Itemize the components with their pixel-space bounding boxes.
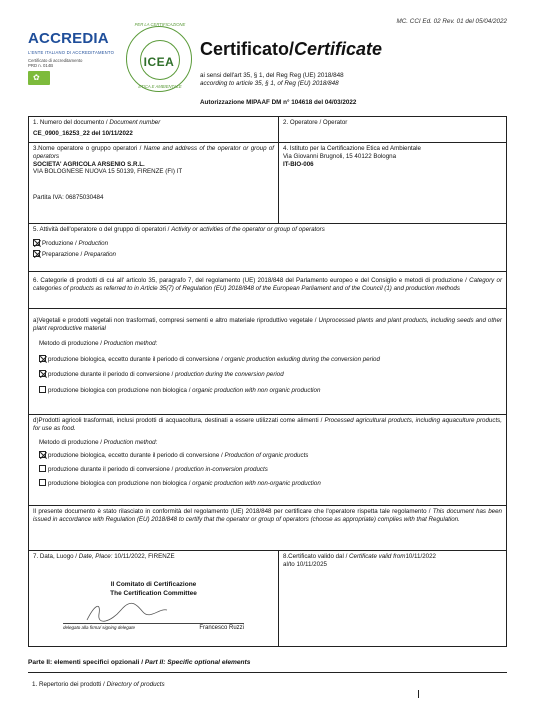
section-3: [29, 143, 279, 223]
row-category-d: [29, 415, 506, 506]
section-8-label: 8.Certificato valido dal / Certificate valid from10/11/2022: [283, 553, 436, 560]
category-d-option-3: produzione biologica con produzione non biologica / organic production with non-organic production: [39, 479, 496, 488]
page-title: Certificato/Certificate: [200, 39, 383, 59]
directory-of-products: 1. Repertorio dei prodotti / Directory of products: [32, 681, 165, 688]
operator-address: VIA BOLOGNESE NUOVA 15 50139, FIRENZE (FI) IT: [33, 168, 183, 176]
signature-line: [63, 600, 244, 624]
category-d-option-1: produzione biologica, eccetto durante il periodo di conversione / Production of organic products: [39, 451, 496, 460]
row-category-a: [29, 309, 506, 415]
icea-seal-logo: [126, 22, 192, 92]
seal-ring-top: PER LA CERTIFICAZIONE: [134, 22, 186, 27]
body-name: 4. Istituto per la Certificazione Etica ed Ambientale: [283, 145, 421, 152]
eu-organic-leaf-icon: ✿: [28, 71, 50, 85]
checkbox-empty-icon: [39, 386, 46, 393]
row-categories: [29, 272, 506, 309]
checkbox-empty-icon: [39, 479, 46, 486]
document-reference: MC. CCI Ed. 02 Rev. 01 del 05/04/2022: [396, 18, 507, 25]
row-date-validity: [29, 551, 506, 646]
row-document-operator: [29, 117, 506, 143]
signature-image: [81, 600, 171, 624]
category-d-label: d)Prodotti agricoli trasformati, inclusi prodotti di acquacoltura, destinati a essere utilizzati come alimenti / Processed agricultural products, including aquaculture products, for use as food.: [33, 417, 502, 432]
category-a-option-2: produzione durante il periodo di conversione / production during the conversion period: [39, 370, 496, 379]
category-d: [29, 415, 506, 505]
section-2-label: 2. Operatore / Operator: [283, 119, 348, 126]
category-a-methods: [33, 333, 502, 395]
section-8: [279, 551, 506, 646]
section-1: [29, 117, 279, 142]
certificate-table: [28, 116, 507, 647]
activity-production: Produzione / Production: [33, 239, 502, 248]
section-7: [29, 551, 279, 646]
accredia-logo: [28, 30, 124, 85]
regulation-it: ai sensi dell'art 35, § 1, del Reg Reg (UE) 2018/848: [200, 72, 344, 79]
category-a-option-1: produzione biologica, eccetto durante il periodo di conversione / organic production exluding during the conversion period: [39, 355, 496, 364]
row-conformity: [29, 506, 506, 551]
section-6: [29, 272, 506, 308]
section-2: [279, 117, 506, 142]
regulation-en: according to article 35, § 1, of Reg (EU) 2018/848: [200, 80, 339, 87]
conformity-statement: Il presente documento è stato rilasciato in conformità del regolamento (UE) 2018/848 per certificare che l'operatore rispetta tale regolamento / This document has been issued in accordance with Regulation (EU) 2018/848 to certify that the operator or group of operators (choose as appropriate) complies with that Regulation.: [33, 508, 502, 523]
checkbox-checked-icon: [39, 355, 46, 362]
committee-heading: Il Comitato di Certificazione The Certification Committee: [110, 580, 197, 597]
accreditation-line-1: Certificato di accreditamento: [28, 58, 83, 63]
seal-ring-bottom: ETICA E AMBIENTALE: [138, 83, 182, 89]
section-6-label: 6. Categorie di prodotti di cui all' articolo 35, paragrafo 7, del regolamento (UE) 2018/848 del Parlamento europeo e del Consiglio e metodi di produzione / Category or categories of products as referred to in Article 35(7) of Regulation (EU) 2018/848 of the European Parliament and of the Council (1) and production methods: [33, 277, 503, 292]
signer-row: [63, 625, 244, 633]
validity-end: al/to 10/11/2025: [283, 560, 327, 568]
table-edge-marker: [418, 690, 419, 698]
checkbox-checked-icon: [39, 451, 46, 458]
section-4: [279, 143, 506, 223]
body-address: Via Giovanni Brugnoli, 15 40122 Bologna: [283, 152, 397, 160]
row-activities: [29, 224, 506, 272]
category-a: [29, 309, 506, 414]
seal-center-text: ICEA: [143, 55, 175, 69]
delegate-caption: delegato alla firma/ signing delegate: [63, 625, 136, 631]
operator-vat: Partita IVA: 06875030484: [33, 194, 104, 201]
section-3-label: 3.Nome operatore o gruppo operatori / Name and address of the operator or group of operators: [33, 145, 274, 160]
row-operator-body: [29, 143, 506, 224]
checkbox-checked-icon: [33, 239, 40, 246]
category-d-method-label: Metodo di produzione / Production method:: [39, 438, 158, 446]
accreditation-line-2: PRD n. 014B: [28, 63, 54, 69]
category-a-method-label: Metodo di produzione / Production method:: [39, 339, 158, 347]
section-5: [29, 224, 506, 271]
category-a-label: a)Vegetali e prodotti vegetali non trasformati, compresi sementi e altro materiale riproduttivo vegetale / Unprocessed plants and plant products, including seeds and other plant reproductive material: [33, 317, 502, 332]
accredia-tagline: L'ENTE ITALIANO DI ACCREDITAMENTO: [28, 49, 115, 55]
category-d-option-2: produzione durante il periodo di conversione / production in-conversion products: [39, 465, 496, 474]
authorization-line: Autorizzazione MIPAAF DM n° 104618 del 04/03/2022: [200, 99, 357, 106]
divider: [28, 672, 507, 673]
checkbox-empty-icon: [39, 465, 46, 472]
section-5-label: 5. Attività dell'operatore o del gruppo di operatori / Activity or activities of the operator or group of operators: [33, 226, 325, 233]
checkbox-checked-icon: [39, 370, 46, 377]
activity-preparation: Preparazione / Preparation: [33, 250, 502, 259]
checkbox-checked-icon: [33, 250, 40, 257]
part-2-heading: Parte II: elementi specifici opzionali / Part II: Specific optional elements: [28, 659, 251, 666]
section-1-label: 1. Numero del documento / Document number: [33, 119, 161, 126]
operator-name: SOCIETA' AGRICOLA ARSENIO S.R.L.: [33, 160, 145, 168]
category-d-methods: [33, 433, 502, 488]
category-a-option-3: produzione biologica con produzione non biologica / organic production with non organic production: [39, 386, 496, 395]
body-code: IT-BIO-006: [283, 160, 314, 168]
section-7-label: 7. Data, Luogo / Date, Place: 10/11/2022, FIRENZE: [33, 553, 175, 560]
document-number: CE_0900_16253_22 del 10/11/2022: [33, 129, 133, 137]
signer-name: Francesco Ruzzi: [199, 625, 244, 632]
accredia-wordmark: ACCREDIA: [28, 30, 109, 47]
